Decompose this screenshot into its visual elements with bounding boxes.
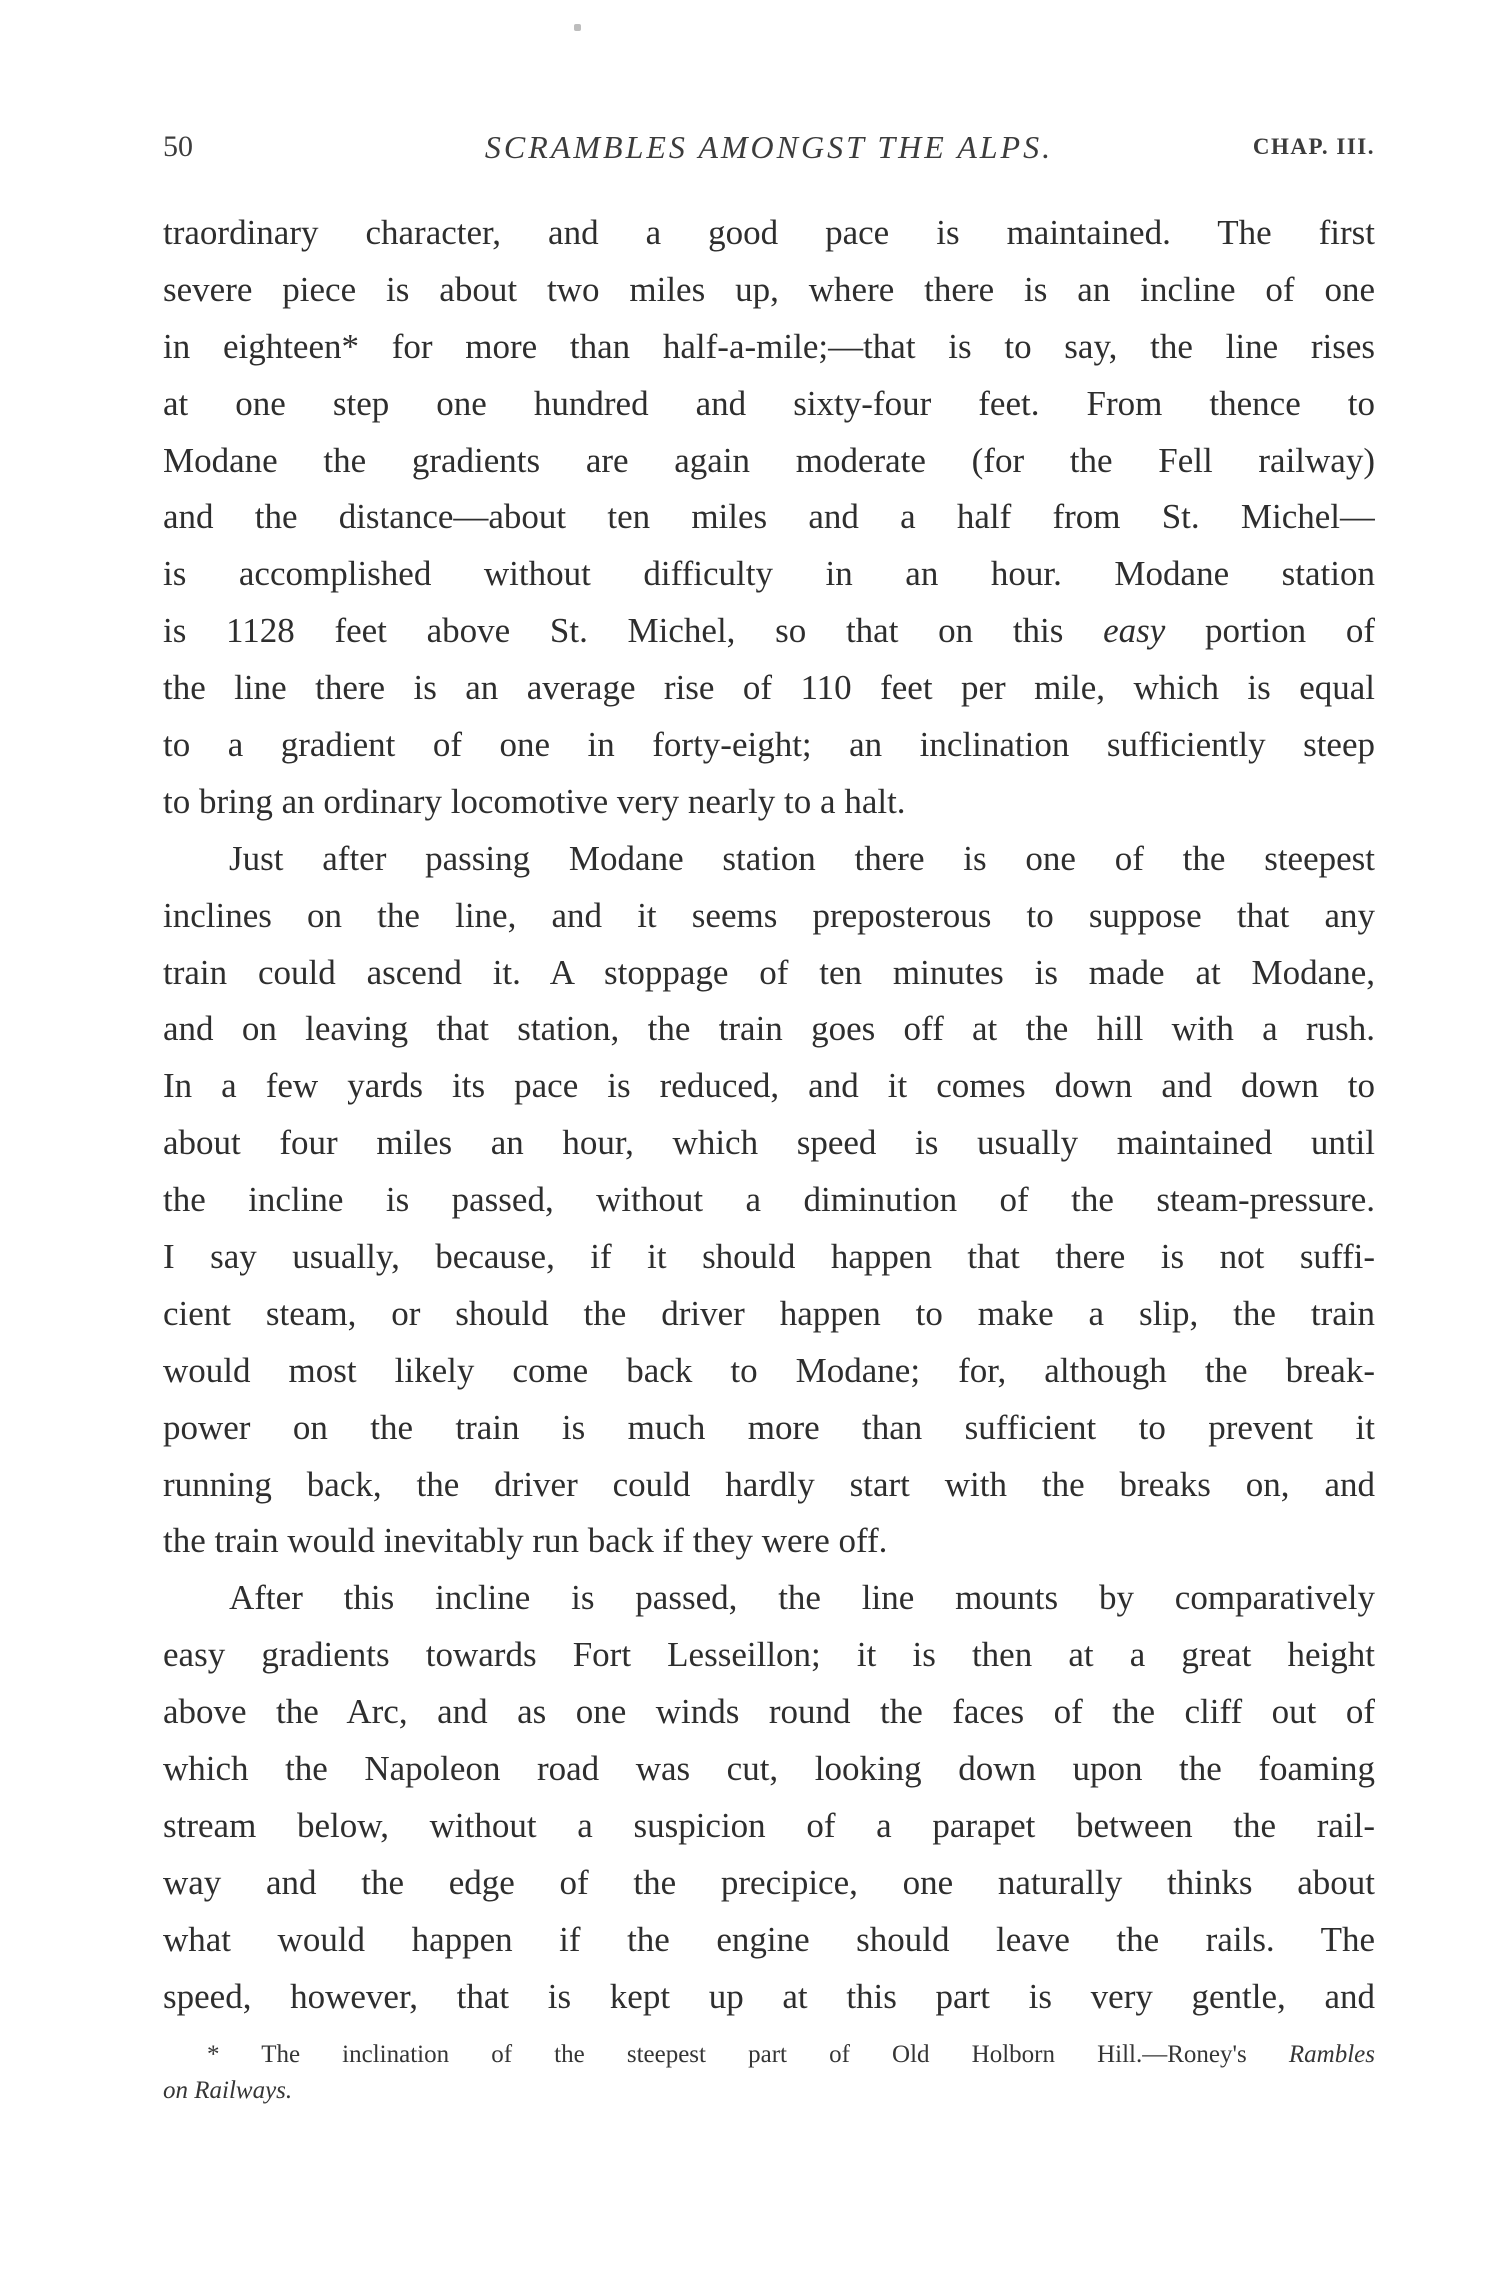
text-line: which the Napoleon road was cut, looking down upon the foaming: [163, 1749, 1375, 1789]
text-line: the incline is passed, without a diminution of the steam-pressure.: [163, 1180, 1375, 1220]
text-line: and the distance—about ten miles and a half from St. Michel—: [163, 497, 1375, 537]
text-line: traordinary character, and a good pace is maintained. The first: [163, 213, 1375, 252]
text-line: way and the edge of the precipice, one naturally thinks about: [163, 1862, 1375, 1902]
text-line: is accomplished without difficulty in an hour. Modane station: [163, 554, 1375, 594]
paragraph-end-line: the train would inevitably run back if they were off.: [163, 1521, 888, 1561]
body-text: [163, 205, 1375, 2026]
page-number: 50: [163, 130, 193, 163]
chapter-label: CHAP. III.: [1252, 134, 1375, 159]
text-line: running back, the driver could hardly start with the breaks on, and: [163, 1464, 1375, 1504]
text-line: train could ascend it. A stoppage of ten minutes is made at Modane,: [163, 952, 1375, 992]
text-line: at one step one hundred and sixty-four feet. From thence to: [163, 383, 1375, 423]
text-line: I say usually, because, if it should happen that there is not suffi-: [163, 1237, 1375, 1277]
text-line: the line there is an average rise of 110 feet per mile, which is equal: [163, 668, 1375, 708]
text-line: power on the train is much more than sufficient to prevent it: [163, 1407, 1375, 1447]
text-line: about four miles an hour, which speed is usually maintained until: [163, 1123, 1375, 1163]
running-title: SCRAMBLES AMONGST THE ALPS.: [484, 129, 1054, 165]
text-line: stream below, without a suspicion of a parapet between the rail-: [163, 1805, 1375, 1845]
paragraph-end-line: to bring an ordinary locomotive very nearly to a halt.: [163, 781, 906, 821]
text-line: cient steam, or should the driver happen to make a slip, the train: [163, 1293, 1375, 1333]
footnote-line: [163, 2037, 1375, 2073]
text-line: what would happen if the engine should leave the rails. The: [163, 1919, 1375, 1959]
running-header: [163, 122, 1375, 172]
text-line: above the Arc, and as one winds round the faces of the cliff out of: [163, 1692, 1375, 1732]
text-line: easy gradients towards Fort Lesseillon; it is then at a great height: [163, 1635, 1375, 1675]
footnote-marker: *: [207, 2041, 220, 2068]
scan-speck: [574, 24, 581, 31]
text-line: in eighteen* for more than half-a-mile;—that is to say, the line rises: [163, 326, 1375, 366]
text-line: to a gradient of one in forty-eight; an inclination sufficiently steep: [163, 725, 1375, 765]
paragraph-start-line: After this incline is passed, the line mounts by comparatively: [229, 1578, 1375, 1618]
footnote: [163, 2037, 1375, 2109]
text-line: In a few yards its pace is reduced, and it comes down and down to: [163, 1066, 1375, 1106]
text-fragment: is 1128 feet above St. Michel, so that on this: [163, 611, 1064, 651]
text-fragment: portion of: [1205, 611, 1375, 651]
text-line: Modane the gradients are again moderate (for the Fell railway): [163, 440, 1375, 480]
text-line: and on leaving that station, the train goes off at the hill with a rush.: [163, 1009, 1375, 1049]
footnote-text: The inclination of the steepest part of Old Holborn Hill.—Roney's: [261, 2041, 1247, 2068]
text-line: speed, however, that is kept up at this part is very gentle, and: [163, 1976, 1375, 2016]
text-line: severe piece is about two miles up, where there is an incline of one: [163, 269, 1375, 309]
text-line: inclines on the line, and it seems preposterous to suppose that any: [163, 895, 1375, 935]
italic-word: easy: [1103, 611, 1166, 651]
text-line-with-italic: [163, 603, 1375, 660]
paragraph-start-line: Just after passing Modane station there is one of the steepest: [229, 838, 1375, 878]
footnote-continuation: on Railways.: [163, 2077, 293, 2104]
footnote-italic: Rambles: [1288, 2041, 1375, 2068]
text-line: would most likely come back to Modane; for, although the break-: [163, 1350, 1375, 1390]
